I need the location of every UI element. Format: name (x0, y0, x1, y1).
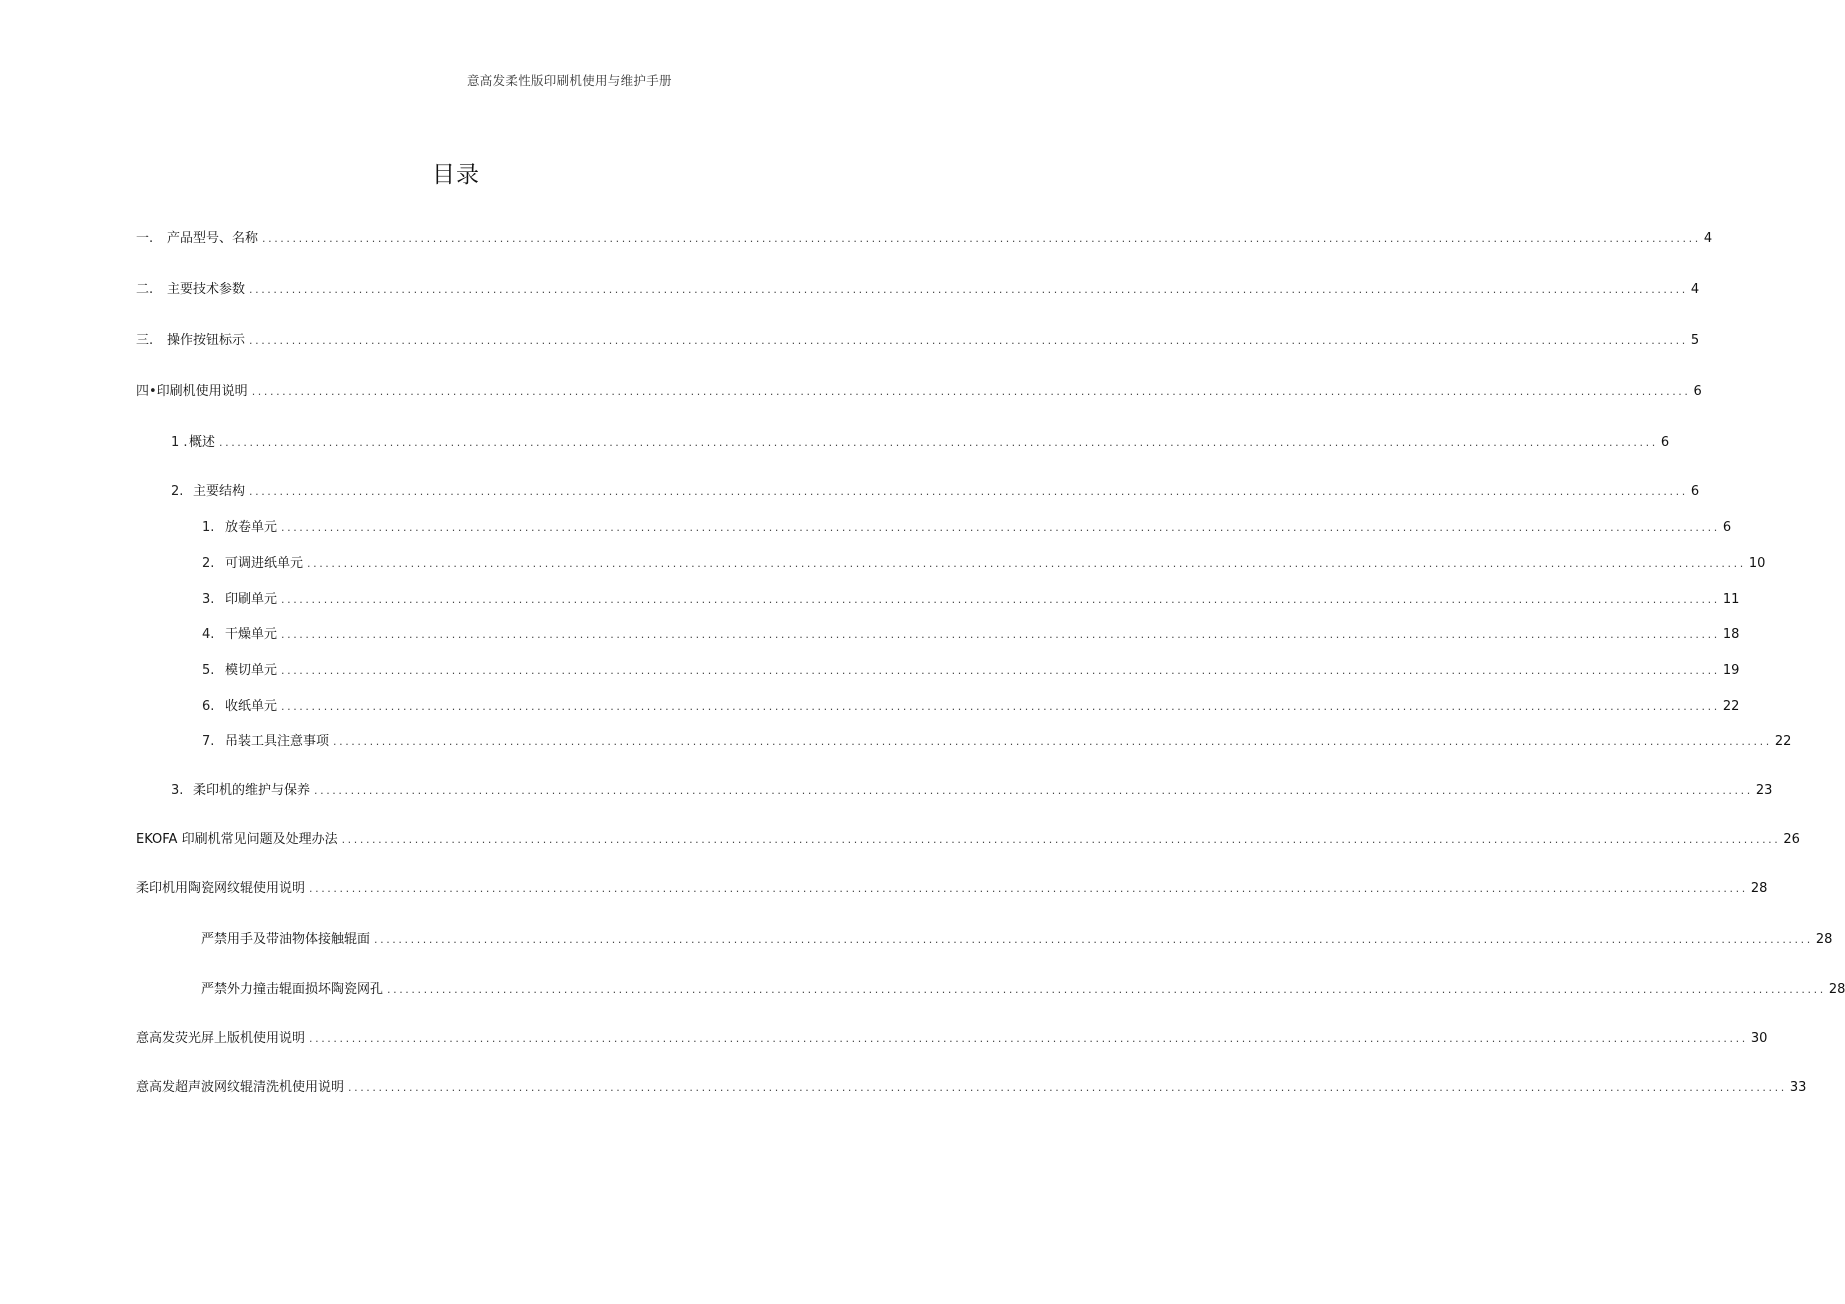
toc-entry-page: 6 (1722, 520, 1732, 535)
toc-entry[interactable] (171, 433, 1670, 453)
dot-leader: ............................................................................................................................................................................................................................................ (387, 983, 1826, 996)
toc-entry-label: 可调进纸单元 (225, 556, 304, 571)
toc-entry[interactable] (202, 554, 1766, 574)
toc-entry-label: 严禁用手及带油物体接触辊面 (201, 932, 371, 947)
toc-entry-number: 4. (202, 627, 215, 642)
toc-entry[interactable] (202, 697, 1740, 717)
toc-entry-number: 2. (202, 556, 215, 571)
toc-entry-label: 意高发超声波网纹辊清洗机使用说明 (136, 1080, 345, 1095)
dot-leader: ............................................................................................................................................................................................................................................ (249, 283, 1688, 296)
toc-entry-page: 19 (1722, 663, 1740, 678)
toc-entry[interactable] (171, 482, 1700, 502)
dot-leader: ............................................................................................................................................................................................................................................ (262, 232, 1701, 245)
toc-entry-number: 1. (202, 520, 215, 535)
toc-entry-page: 22 (1774, 734, 1792, 749)
dot-leader: ............................................................................................................................................................................................................................................ (281, 700, 1720, 713)
toc-entry[interactable] (136, 280, 1700, 300)
toc-entry[interactable] (136, 830, 1800, 850)
toc-entry[interactable] (136, 1078, 1807, 1098)
toc-entry-label: 产品型号、名称 (167, 231, 259, 246)
toc-entry-label: 放卷单元 (225, 520, 278, 535)
dot-leader: ............................................................................................................................................................................................................................................ (281, 593, 1720, 606)
toc-entry[interactable] (202, 661, 1740, 681)
toc-entry-page: 28 (1750, 881, 1768, 896)
toc-entry-page: 30 (1750, 1031, 1768, 1046)
toc-entry[interactable] (201, 930, 1833, 950)
toc-entry-page: 6 (1690, 484, 1700, 499)
toc-entry-number: 3. (171, 783, 184, 798)
toc-entry[interactable] (202, 732, 1792, 752)
toc-entry-number: 6. (202, 699, 215, 714)
toc-entry-page: 28 (1828, 982, 1845, 997)
dot-leader: ............................................................................................................................................................................................................................................ (251, 385, 1691, 398)
toc-entry[interactable] (136, 229, 1713, 249)
dot-leader: ............................................................................................................................................................................................................................................ (341, 833, 1781, 846)
toc-title: 目录 (432, 162, 480, 188)
toc-entry-number: 7. (202, 734, 215, 749)
running-header: 意高发柔性版印刷机使用与维护手册 (467, 73, 672, 88)
toc-entry-label: 干燥单元 (225, 627, 278, 642)
toc-entry[interactable] (202, 590, 1740, 610)
toc-entry-number: 一. (136, 231, 154, 246)
toc-entry-page: 11 (1722, 592, 1740, 607)
dot-leader: ............................................................................................................................................................................................................................................ (314, 784, 1753, 797)
toc-entry-page: 4 (1703, 231, 1713, 246)
toc-entry-label: 概述 (189, 435, 216, 450)
toc-entry-number: 3. (202, 592, 215, 607)
toc-entry-label: 意高发荧光屏上版机使用说明 (136, 1031, 306, 1046)
toc-entry-page: 18 (1722, 627, 1740, 642)
toc-entry-label: EKOFA 印刷机常见问题及处理办法 (136, 832, 338, 847)
toc-entry-number: 1 . (171, 435, 188, 450)
toc-entry-label: 收纸单元 (225, 699, 278, 714)
toc-entry-label: 印刷机使用说明 (156, 384, 248, 399)
toc-entry-label: 吊装工具注意事项 (225, 734, 330, 749)
dot-leader: ............................................................................................................................................................................................................................................ (333, 735, 1772, 748)
toc-entry-page: 6 (1693, 384, 1702, 399)
toc-entry-label: 柔印机用陶瓷网纹辊使用说明 (136, 881, 306, 896)
toc-entry-page: 26 (1783, 832, 1800, 847)
toc-entry-label: 印刷单元 (225, 592, 278, 607)
toc-entry[interactable] (136, 331, 1700, 351)
toc-entry-page: 10 (1748, 556, 1766, 571)
dot-leader: ............................................................................................................................................................................................................................................ (281, 521, 1720, 534)
dot-leader: ............................................................................................................................................................................................................................................ (348, 1081, 1787, 1094)
toc-entry[interactable] (202, 625, 1740, 645)
dot-leader: ............................................................................................................................................................................................................................................ (281, 664, 1720, 677)
toc-entry[interactable] (202, 518, 1732, 538)
toc-entry-page: 22 (1722, 699, 1740, 714)
toc-entry-page: 33 (1789, 1080, 1807, 1095)
dot-leader: ............................................................................................................................................................................................................................................ (219, 436, 1658, 449)
toc-entry-label: 严禁外力撞击辊面损坏陶瓷网孔 (201, 982, 384, 997)
toc-entry-page: 23 (1755, 783, 1773, 798)
dot-leader: ............................................................................................................................................................................................................................................ (281, 628, 1720, 641)
dot-leader: ............................................................................................................................................................................................................................................ (309, 1032, 1748, 1045)
toc-entry-page: 5 (1690, 333, 1700, 348)
toc-entry[interactable] (136, 1029, 1768, 1049)
toc-entry-label: 柔印机的维护与保养 (193, 783, 311, 798)
dot-leader: ............................................................................................................................................................................................................................................ (374, 933, 1813, 946)
toc-entry-number: 四• (136, 384, 157, 399)
toc-entry-page: 28 (1815, 932, 1833, 947)
toc-entry-label: 模切单元 (225, 663, 278, 678)
toc-entry-number: 5. (202, 663, 215, 678)
toc-entry-number: 2. (171, 484, 184, 499)
toc-entry-page: 6 (1660, 435, 1670, 450)
toc-entry-label: 主要技术参数 (167, 282, 246, 297)
dot-leader: ............................................................................................................................................................................................................................................ (249, 485, 1688, 498)
toc-entry-label: 操作按钮标示 (167, 333, 246, 348)
dot-leader: ............................................................................................................................................................................................................................................ (249, 334, 1688, 347)
toc-entry-page: 4 (1690, 282, 1700, 297)
toc-entry-label: 主要结构 (193, 484, 246, 499)
toc-entry[interactable] (136, 382, 1702, 402)
dot-leader: ............................................................................................................................................................................................................................................ (309, 882, 1748, 895)
dot-leader: ............................................................................................................................................................................................................................................ (307, 557, 1746, 570)
toc-entry-number: 三. (136, 333, 154, 348)
toc-entry[interactable] (201, 980, 1845, 1000)
toc-entry-number: 二. (136, 282, 154, 297)
toc-entry[interactable] (136, 879, 1768, 899)
toc-entry[interactable] (171, 781, 1773, 801)
